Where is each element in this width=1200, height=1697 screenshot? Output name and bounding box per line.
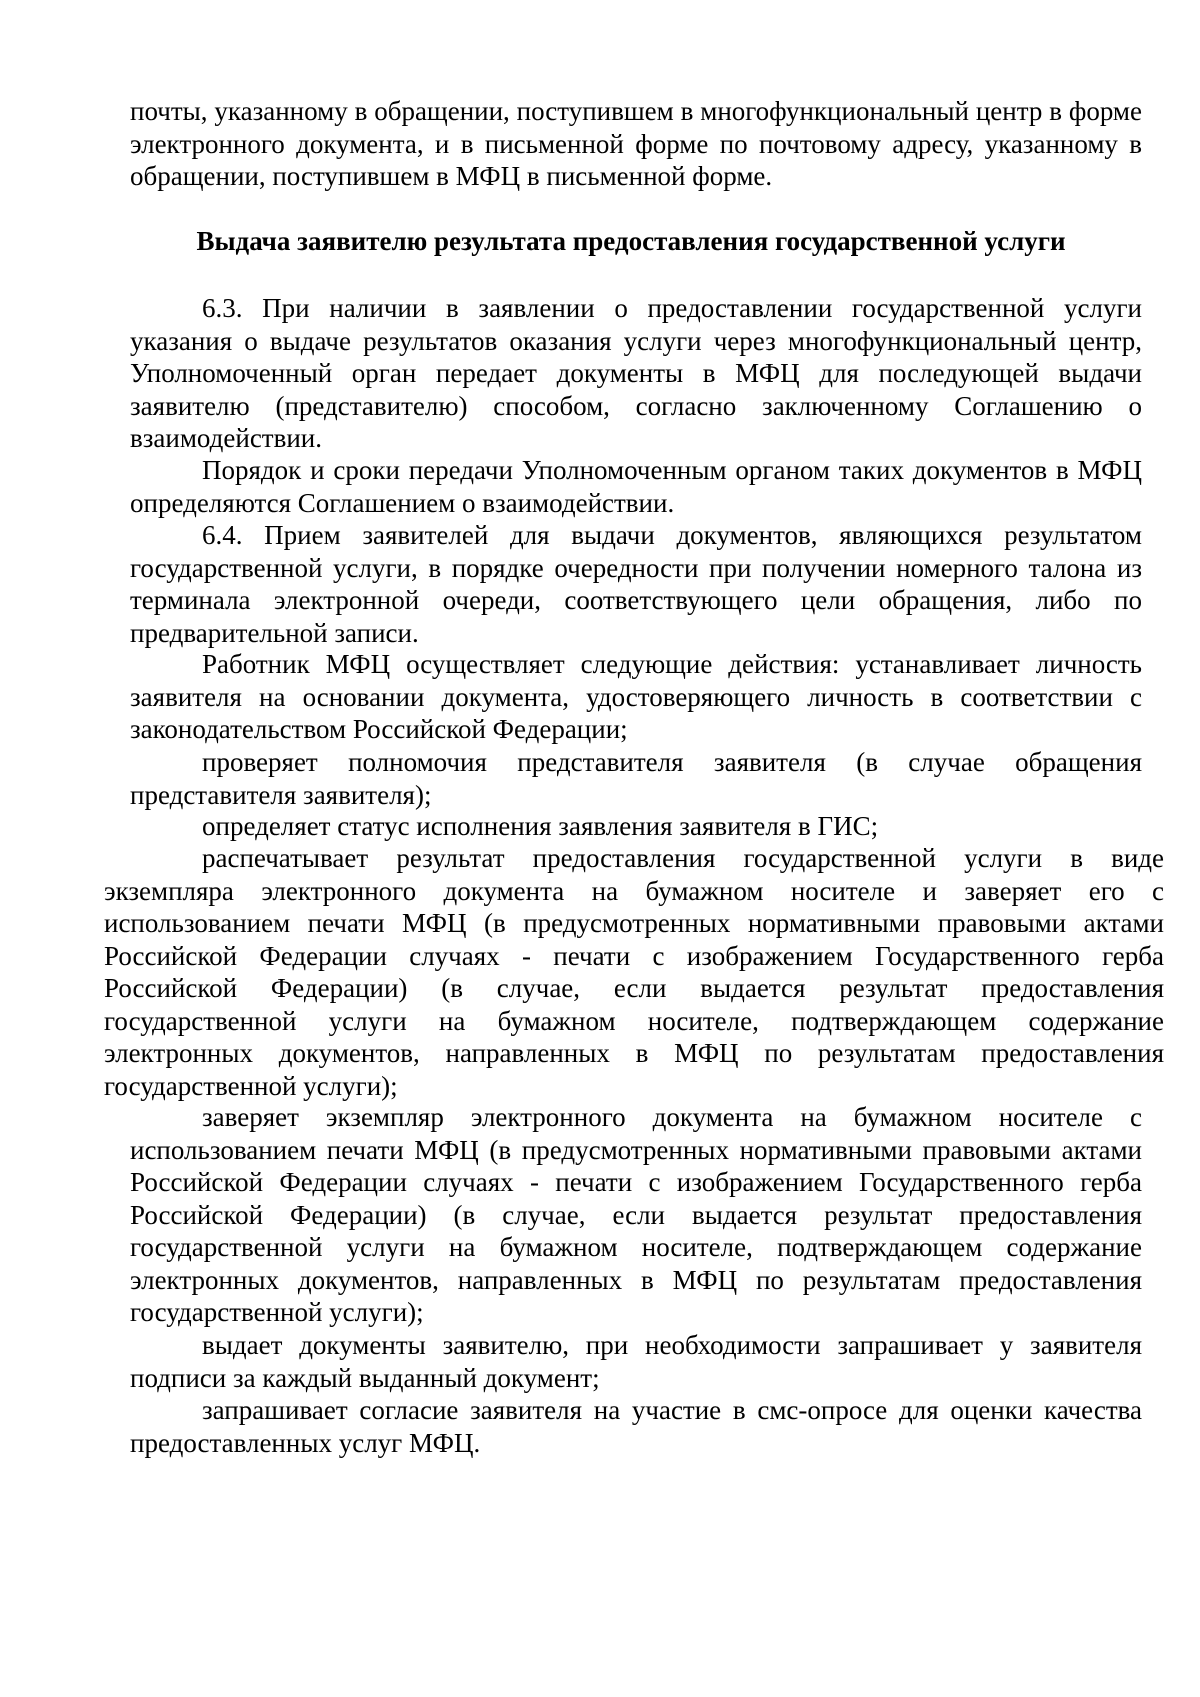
paragraph-6-3: 6.3. При наличии в заявлении о предоставлении государственной услуги указания о выдаче результатов оказания услуги через многофункциональный центр, Уполномоченный орган передает документы в МФЦ для последующей выдачи заявителю (представителю) способом, согласно заключенному Соглашению о взаимодействии. [130, 293, 1142, 453]
paragraph-certify-copy: заверяет экземпляр электронного документа на бумажном носителе с использованием печати МФЦ (в предусмотренных нормативными правовыми актами Российской Федерации случаях - печати с изображением Государственного герба Российской Федерации) (в случае, если выдается результат предоставления государственной услуги на бумажном носителе, подтверждающем содержание электронных документов, направленных в МФЦ по результатам предоставления государственной услуги); [130, 1102, 1142, 1327]
paragraph-mfc-actions: Работник МФЦ осуществляет следующие действия: устанавливает личность заявителя на основании документа, удостоверяющего личность в соответствии с законодательством Российской Федерации; [130, 649, 1142, 744]
paragraph-status: определяет статус исполнения заявления заявителя в ГИС; [202, 811, 879, 841]
section-heading: Выдача заявителю результата предоставления государственной услуги [196, 226, 1066, 256]
paragraph-6-4: 6.4. Прием заявителей для выдачи документов, являющихся результатом государственной услуги, в порядке очередности при получении номерного талона из терминала электронной очереди, соответствующего цели обращения, либо по предварительной записи. [130, 520, 1142, 648]
paragraph-sms-survey: запрашивает согласие заявителя на участие в смс-опросе для оценки качества предоставленных услуг МФЦ. [130, 1395, 1142, 1458]
paragraph-transfer-order: Порядок и сроки передачи Уполномоченным органом таких документов в МФЦ определяются Соглашением о взаимодействии. [130, 455, 1142, 518]
paragraph-check-authority: проверяет полномочия представителя заявителя (в случае обращения представителя заявителя); [130, 747, 1142, 810]
intro-paragraph: почты, указанному в обращении, поступившем в многофункциональный центр в форме электронного документа, и в письменной форме по почтовому адресу, указанному в обращении, поступившем в МФЦ в письменной форме. [130, 96, 1142, 191]
paragraph-issue-documents: выдает документы заявителю, при необходимости запрашивает у заявителя подписи за каждый выданный документ; [130, 1330, 1142, 1393]
paragraph-print-result: распечатывает результат предоставления государственной услуги в виде экземпляра электронного документа на бумажном носителе и заверяет его с использованием печати МФЦ (в предусмотренных нормативными правовыми актами Российской Федерации случаях - печати с изображением Государственного герба Российской Федерации) (в случае, если выдается результат предоставления государственной услуги на бумажном носителе, подтверждающем содержание электронных документов, направленных в МФЦ по результатам предоставления государственной услуги); [104, 843, 1164, 1101]
